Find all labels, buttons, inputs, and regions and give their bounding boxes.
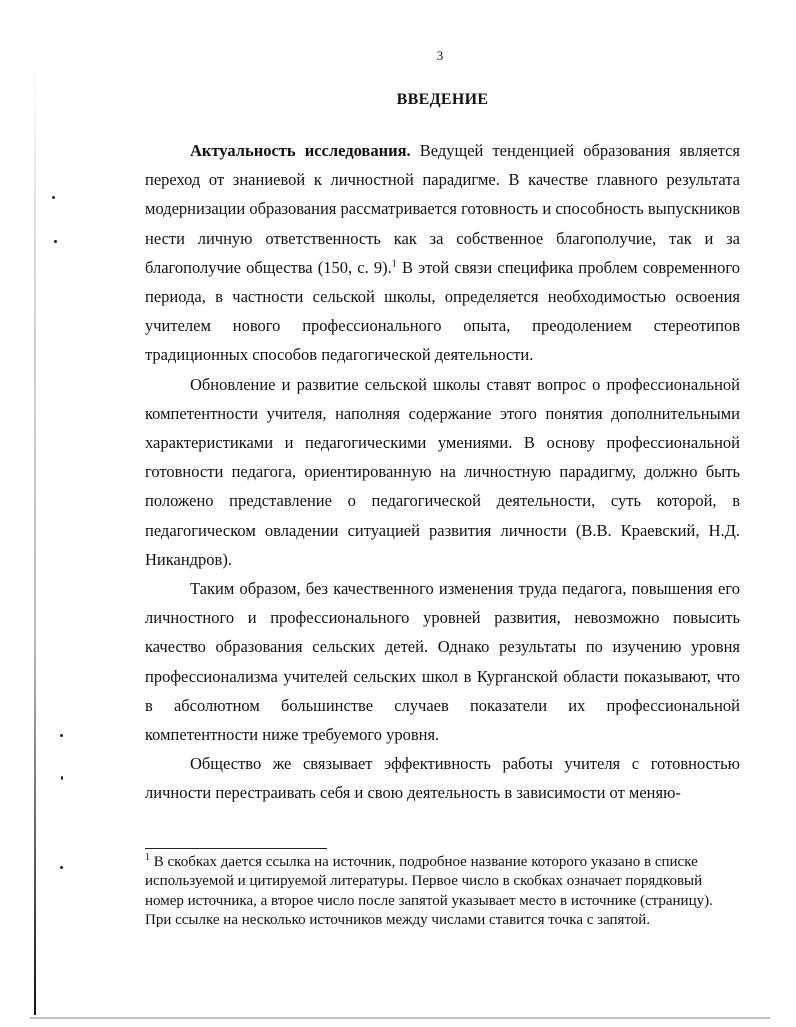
scan-speck <box>60 866 63 869</box>
footnote-marker: 1 <box>145 852 150 863</box>
scan-speck <box>52 196 55 199</box>
paragraph-competence: Обновление и развитие сельской школы ставят вопрос о профессиональной компетентности учителя, наполняя содержание этого понятия дополнительными характеристиками и педагогическими умениями. В основу профессиональной готовности педагога, ориентированную на личностную парадигму, должно быть положено представление о педагогической деятельности, суть которой, в педагогическом овладении ситуацией развития личности (В.В. Краевский, Н.Д. Никандров). <box>145 374 740 569</box>
paragraph-conclusion: Таким образом, без качественного изменения труда педагога, повышения его личностного и профессионального уровней развития, невозможно повысить качество образования сельских детей. Однако результаты по изучению уровня профессионализма учителей сельских школ в Курганской области показывают, что в абсолютном большинстве случаев показатели их профессиональной компетентности ниже требуемого уровня. <box>145 579 740 745</box>
footnote-text: В скобках дается ссылка на источник, подробное название которого указано в списке используемой и цитируемой литературы. Первое число в скобках означает порядковый номер источника, а второе число после запятой указывает место в источнике (страницу). При ссылке на несколько источников между числами ставится точка с запятой. <box>145 854 713 929</box>
footnote-reference: 1 <box>391 258 397 270</box>
footnote-separator <box>145 848 327 849</box>
scan-speck <box>60 734 63 737</box>
page-number: 3 <box>436 48 444 63</box>
paragraph-text: Ведущей тенденцией образования является переход от знаниевой к личностной парадигме. В качестве главного результата модернизации образования рассматривается готовность и способность выпускников нести личную ответственность как за собственное благополучие, так и за благополучие общества (150, с. 9). <box>145 141 741 277</box>
paragraph-society: Общество же связывает эффективность работы учителя с готовностью личности перестраивать себя и свою деятельность в зависимости от меняю- <box>145 754 740 803</box>
paragraph-text: В этой связи специфика проблем современного периода, в частности сельской школы, определяется необходимостью освоения учителем нового профессионального опыта, преодолением стереотипов традиционных способов педагогической деятельности. <box>145 257 740 365</box>
main-text <box>145 136 740 808</box>
scan-speck <box>61 776 63 780</box>
scan-binding-edge <box>34 60 36 1015</box>
section-heading: ВВЕДЕНИЕ <box>396 91 489 108</box>
scan-bottom-edge <box>30 1017 770 1019</box>
paragraph-lead: Актуальность исследования. <box>190 141 411 160</box>
footnote <box>145 853 740 931</box>
paragraph-relevance <box>145 136 740 370</box>
scan-speck <box>54 240 57 243</box>
